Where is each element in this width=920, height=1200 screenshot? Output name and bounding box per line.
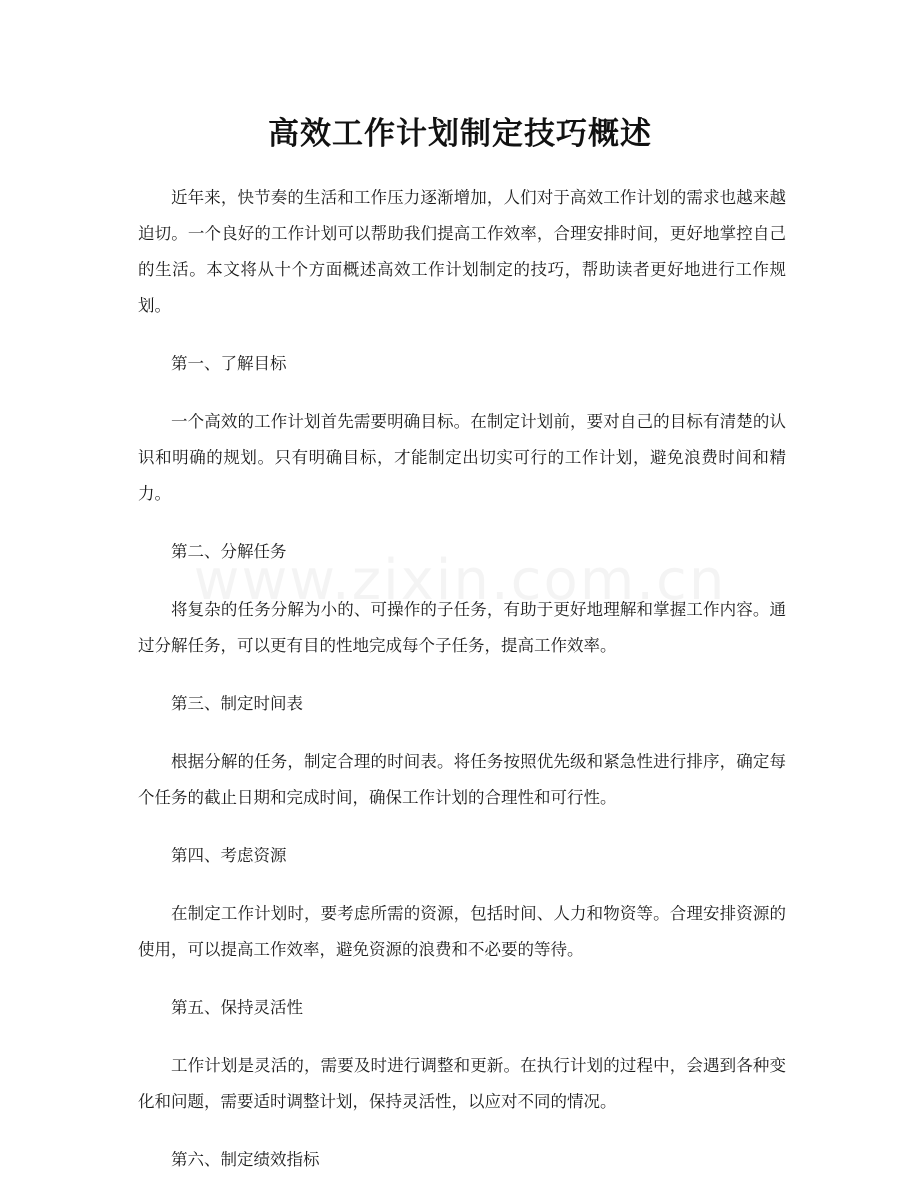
intro-paragraph: 近年来，快节奏的生活和工作压力逐渐增加，人们对于高效工作计划的需求也越来越迫切。一个良好的工作计划可以帮助我们提高工作效率，合理安排时间，更好地掌控自己的生活。本文将从十个方面概述高效工作计划制定的技巧，帮助读者更好地进行工作规划。 — [138, 188, 786, 315]
section-heading-6: 第六、制定绩效指标 — [171, 1150, 320, 1169]
section-paragraph-1: 一个高效的工作计划首先需要明确目标。在制定计划前，要对自己的目标有清楚的认识和明确的规划。只有明确目标，才能制定出切实可行的工作计划，避免浪费时间和精力。 — [138, 412, 786, 503]
section-paragraph-3: 根据分解的任务，制定合理的时间表。将任务按照优先级和紧急性进行排序，确定每个任务的截止日期和完成时间，确保工作计划的合理性和可行性。 — [138, 752, 786, 807]
section-paragraph-4: 在制定工作计划时，要考虑所需的资源，包括时间、人力和物资等。合理安排资源的使用，可以提高工作效率，避免资源的浪费和不必要的等待。 — [138, 904, 786, 959]
section-heading-1: 第一、了解目标 — [171, 354, 287, 373]
section-heading-5: 第五、保持灵活性 — [171, 998, 303, 1017]
document-body — [138, 180, 786, 1200]
section-heading-4: 第四、考虑资源 — [171, 846, 287, 865]
section-paragraph-2: 将复杂的任务分解为小的、可操作的子任务，有助于更好地理解和掌握工作内容。通过分解任务，可以更有目的性地完成每个子任务，提高工作效率。 — [138, 600, 786, 655]
page-title: 高效工作计划制定技巧概述 — [268, 116, 652, 152]
section-heading-2: 第二、分解任务 — [171, 542, 287, 561]
section-heading-3: 第三、制定时间表 — [171, 694, 303, 713]
section-paragraph-5: 工作计划是灵活的，需要及时进行调整和更新。在执行计划的过程中，会遇到各种变化和问题，需要适时调整计划，保持灵活性，以应对不同的情况。 — [138, 1056, 786, 1111]
